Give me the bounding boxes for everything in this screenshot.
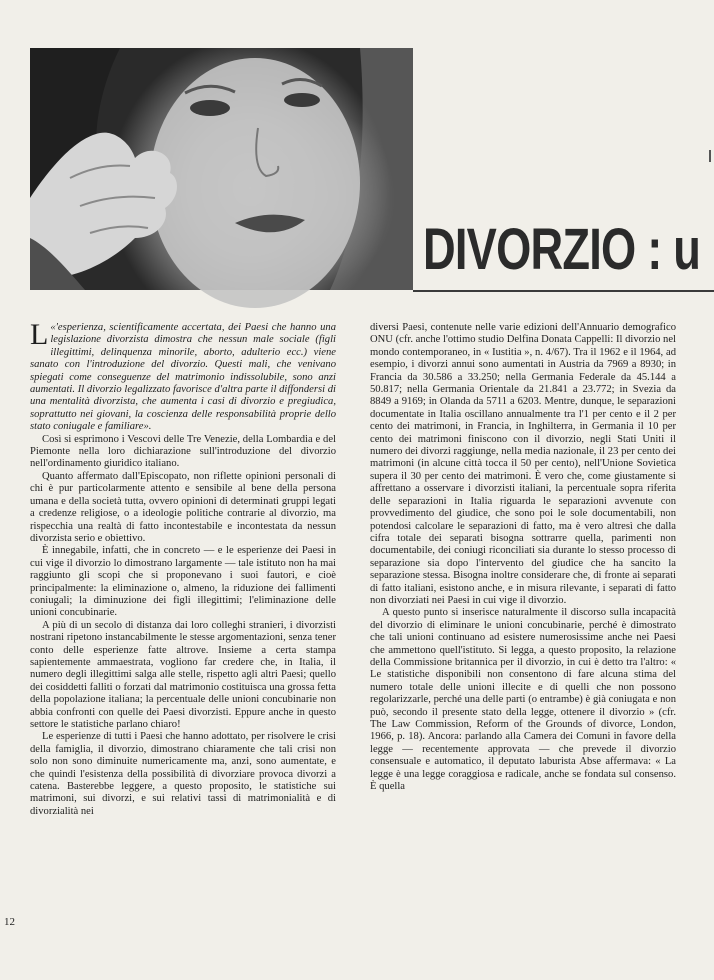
article-photo — [30, 48, 413, 290]
edge-mark — [709, 150, 711, 162]
body-paragraph: Le esperienze di tutti i Paesi che hanno adottato, per risolvere le crisi della famiglia, il divorzio, dimostrano chiaramente che tali crisi non solo non sono diminuite numericamente ma, anzi, sono aumentate, e che quindi l'esistenza della possibilità di divorziare provoca divorzi a catena. Basterebbe leggere, a questo proposito, le statistiche sui matrimoni, sui divorzi, e sui relativi tassi di matrimonialità e di divorzialità nei — [30, 731, 336, 817]
body-paragraph: Quanto affermato dall'Episcopato, non riflette opinioni personali di chi è pur particolarmente attento e sensibile al bene della persona umana e della società tutta, ovvero opinioni di determinati gruppi legati a credenze religiose, o a ideologie politiche contrarie al divorzio, ma rispecchia una realtà di fatto incontestabile e incontestata da nessun divorzista serio e obiettivo. — [30, 470, 336, 544]
body-paragraph: A questo punto si inserisce naturalmente il discorso sulla incapacità del divorzio di eliminare le unioni concubinarie, perché è dimostrato che tali unioni continuano ad esistere numerosissime anche nei Paesi che ammettono quell'istituto. Si legga, a questo proposito, la relazione della Commissione britannica per il divorzio, in cui è detto tra l'altro: « Le statistiche disponibili non consentono di fare alcuna stima del numero totale delle unioni illecite e di quelli che non possono regolarizzarle, perché una delle parti (o entrambe) è già coniugata e non può, secondo il presente stato della legge, ottenere il divorzio » (cfr. The Law Commission, Reform of the Grounds of divorce, London, 1966, p. 18). Ancora: parlando alla Camera dei Comuni in favore della legge — recentemente approvata — che prevede il divorzio consensuale e automatico, il deputato laburista Abse affermava: « La legge è una legge coraggiosa e radicale, anche se fondata sul consenso. È quella — [370, 607, 676, 793]
page-number: 12 — [4, 916, 15, 928]
body-paragraph: Così si esprimono i Vescovi delle Tre Venezie, della Lombardia e del Piemonte nella loro dichiarazione sull'introduzione del divorzio nell'ordinamento giuridico italiano. — [30, 433, 336, 470]
headline-rule — [413, 290, 714, 292]
intro-text: 'esperienza, scientificamente accertata, dei Paesi che hanno una legislazione divorzista dimostra che nessun male sociale (figli illegittimi, delinquenza minorile, aborto, adulterio ecc.) viene sanato con l'introduzione del divorzio. Questi mali, che venivano spiegati come conseguenze del matrimonio indissolubile, sono anzi aumentati. Il divorzio legalizzato favorisce d'altra parte il diffondersi di una mentalità divorzista, che aumenta i casi di divorzio e pregiudica, soprattutto nei giovani, la coscienza delle responsabilità proprie dello stato coniugale e familiare». — [30, 322, 336, 433]
article-headline: DIVORZIO : u — [423, 217, 701, 282]
quote-open: « — [50, 322, 56, 333]
intro-paragraph — [30, 318, 336, 434]
drop-cap: L — [30, 318, 49, 351]
body-paragraph: È innegabile, infatti, che in concreto — e le esperienze dei Paesi in cui vige il divorzio lo dimostrano largamente — tale istituto non ha mai raggiunto gli scopi che si proponevano i suoi fautori, e cioè principalmente: la eliminazione o, almeno, la riduzione dei fallimenti coniugali; la diminuzione dei figli illegittimi; l'eliminazione delle unioni concubinarie. — [30, 545, 336, 619]
right-column — [370, 322, 676, 936]
left-column — [30, 318, 336, 934]
body-paragraph: A più di un secolo di distanza dai loro colleghi stranieri, i divorzisti nostrani ripetono instancabilmente le stesse argomentazioni, senza tener conto delle esperienze fatte altrove. Insieme a certa stampa sapientemente ammaestrata, vogliono far credere che, in Italia, il numero degli illegittimi salga alle stelle, rispetto agli altri Paesi; quello dei cosiddetti falliti o forzati dal matrimonio costituisca una grossa fetta della popolazione italiana; la percentuale delle unioni concubinarie non abbia confronti con quelle dei Paesi divorzisti. Eppure anche in questo settore le statistiche parlano chiaro! — [30, 619, 336, 730]
crying-child-photo-icon — [30, 48, 413, 290]
body-paragraph: diversi Paesi, contenute nelle varie edizioni dell'Annuario demografico ONU (cfr. anche l'ottimo studio Delfina Donata Cappelli: Il divorzio nel mondo contemporaneo, in « Iustitia », n. 4/67). Tra il 1962 e il 1964, ad esempio, i divorzi annui sono aumentati in Austria da 7969 a 8930; in Francia da 30.586 a 33.250; nella Germania Federale da 45.144 a 50.817; nella Germania Orientale da 21.841 a 23.772; in Svezia da 8849 a 9169; in Olanda da 5711 a 6203. Mentre, dunque, le separazioni documentate in Italia oscillano annualmente tra l'1 per cento e il 2 per cento dei matrimoni, in Francia, in Inghilterra, in Germania il 10 per cento dei matrimoni finiscono con il divorzio, negli Stati Uniti il numero dei divorzi raggiunge, nella media nazionale, il 23 per cento dei matrimoni (in alcune città tocca il 50 per cento), nell'Unione Sovietica supera il 30 per cento dei matrimoni. È vero che, come giustamente si affrettano a osservare i divorzisti italiani, la percentuale sopra riferita delle separazioni in Italia riguarda le separazioni avvenute con provvedimento del giudice, che sono poi le sole documentabili, non potendosi calcolare le separazioni di fatto, ma è vero altresì che dalla cifra totale dei separati bisogna sottrarre quella, parimenti non documentabile, dei coniugi riconciliati sia durante lo stesso processo di separazione sia dopo l'intervento del giudice che ha sancito la separazione stessa. Bisogna inoltre considerare che, di fronte ai separati di fatto italiani, esistono anche, e in misura rilevante, i separati di fatto non divorziati nei Paesi in cui vige il divorzio. — [370, 322, 676, 606]
